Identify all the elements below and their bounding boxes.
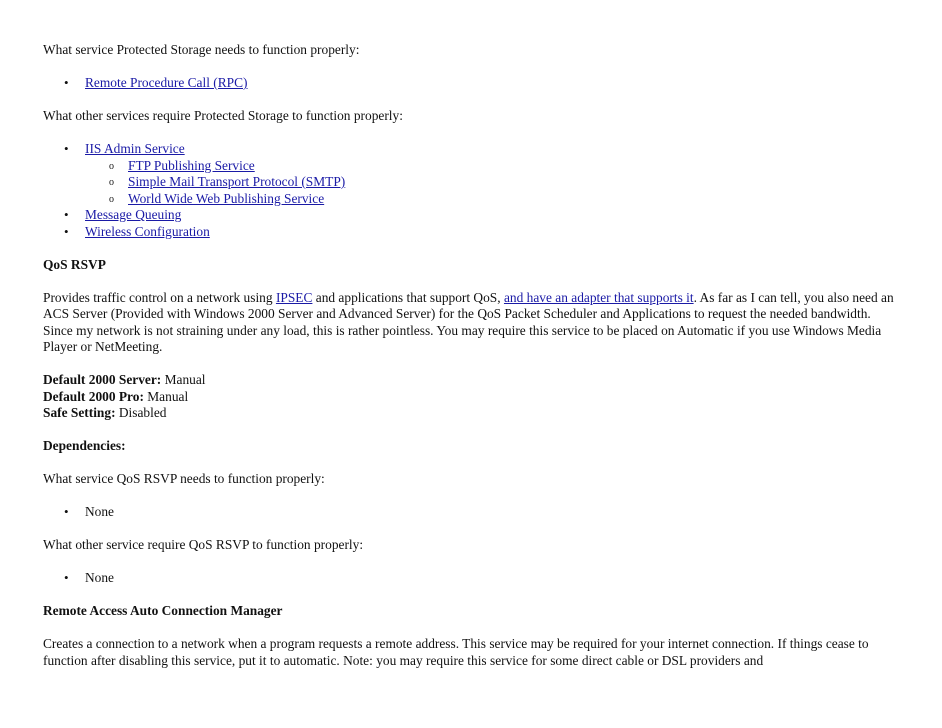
list-item (128, 158, 902, 175)
protected-storage-required-by-list (43, 141, 902, 240)
default-pro-setting (43, 389, 902, 406)
message-queuing-link[interactable]: Message Queuing (85, 207, 182, 222)
list-item: • None (85, 570, 902, 587)
qos-required-by-list (43, 570, 902, 587)
rpc-link[interactable]: Remote Procedure Call (RPC) (85, 75, 248, 90)
ipsec-link[interactable]: IPSEC (275, 289, 313, 305)
iis-admin-service-link[interactable]: IIS Admin Service (85, 141, 185, 156)
smtp-link[interactable]: Simple Mail Transport Protocol (SMTP) (128, 174, 346, 189)
qos-needs-list (43, 504, 902, 521)
list-item: • None (85, 504, 902, 521)
protected-storage-required-by-label: What other services require Protected Storage to function properly: (43, 108, 403, 123)
qos-desc-part3: . As far as I can tell, you also need an ACS Server (Provided with Windows 2000 Server and Advanced Server) for the QoS Packet Scheduler and Applications to request the needed bandwidth. Since my network is not straining under any load, this is rather pointless. You may require this service to be placed on Automatic if you use Windows Media Player or NetMeeting. (43, 289, 894, 354)
racm-description: Creates a connection to a network when a program requests a remote address. This service may be required for your internet connection. If things cease to function after disabling this service, put it to automatic. Note: you may require this service for some direct cable or DSL providers and (43, 636, 869, 668)
default-server-label: Default 2000 Server: (43, 372, 162, 387)
safe-setting (43, 405, 902, 422)
qos-rsvp-heading: QoS RSVP (43, 256, 106, 272)
iis-sub-list (85, 158, 902, 208)
dependencies-heading: Dependencies: (43, 438, 126, 453)
default-pro-value: Manual (143, 388, 189, 404)
list-item (128, 174, 902, 191)
racm-heading: Remote Access Auto Connection Manager (43, 603, 283, 618)
qos-needs-label: What service QoS RSVP needs to function properly: (43, 471, 325, 486)
qos-rsvp-description (43, 290, 902, 356)
safe-setting-value: Disabled (115, 405, 167, 420)
list-item (85, 224, 902, 241)
wireless-configuration-link[interactable]: Wireless Configuration (85, 223, 210, 239)
adapter-support-link[interactable]: and have an adapter that supports it (503, 289, 694, 305)
protected-storage-needs-label: What service Protected Storage needs to function properly: (43, 42, 360, 57)
ftp-publishing-service-link[interactable]: FTP Publishing Service (128, 157, 255, 173)
qos-required-by-label: What other service require QoS RSVP to function properly: (43, 537, 364, 552)
list-item (85, 207, 902, 224)
list-item (128, 191, 902, 208)
default-pro-label: Default 2000 Pro: (43, 388, 144, 404)
default-server-value: Manual (161, 372, 206, 387)
list-item (85, 141, 902, 207)
www-publishing-service-link[interactable]: World Wide Web Publishing Service (128, 190, 325, 206)
qos-desc-part2: and applications that support QoS, (312, 289, 504, 305)
default-server-setting (43, 372, 902, 389)
list-item (85, 75, 902, 92)
protected-storage-needs-list (43, 75, 902, 92)
qos-settings-block (43, 372, 902, 422)
qos-desc-part1: Provides traffic control on a network using (43, 289, 276, 305)
safe-setting-label: Safe Setting: (43, 405, 116, 420)
